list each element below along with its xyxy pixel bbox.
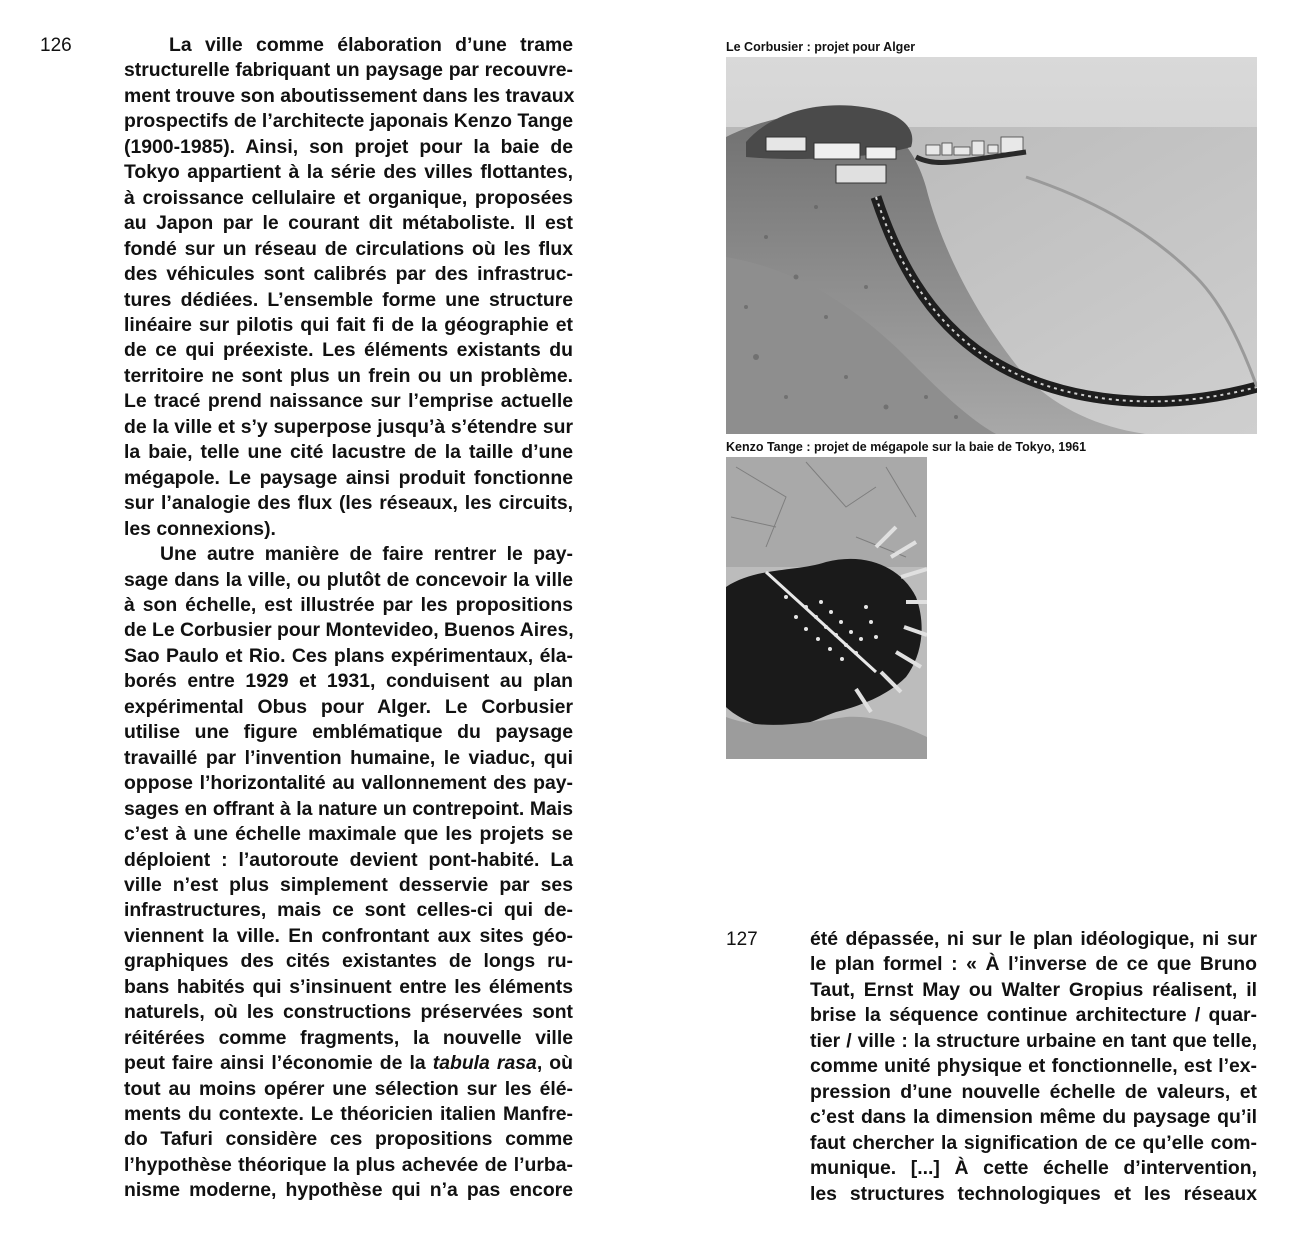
text-line: comme unité physique et fonctionnelle, est l’ex-	[810, 1055, 1257, 1078]
text-fragment: , où	[536, 1052, 573, 1075]
text-line: utilise une figure emblématique du paysage	[124, 721, 573, 744]
page-number-left: 126	[40, 35, 72, 56]
paragraph-1	[124, 33, 573, 542]
text-line: munique. [...] À cette échelle d’intervention,	[810, 1157, 1257, 1180]
text-line: borés entre 1929 et 1931, conduisent au plan	[124, 670, 573, 693]
text-line: c’est dans la dimension même du paysage qu’il	[810, 1106, 1257, 1129]
text-line: à croissance cellulaire et organique, proposées	[124, 186, 573, 209]
text-line: La ville comme élaboration d’une trame	[169, 34, 573, 56]
figure-caption-tokyo: Kenzo Tange : projet de mégapole sur la baie de Tokyo, 1961	[726, 440, 1087, 454]
text-line: structurelle fabriquant un paysage par recouvre-	[124, 59, 573, 82]
text-line: de Le Corbusier pour Montevideo, Buenos Aires,	[124, 619, 574, 642]
text-line: déploient : l’autoroute devient pont-habité. La	[124, 848, 573, 871]
text-line: les connexions).	[124, 517, 276, 540]
text-line: bans habités qui s’insinuent entre les éléments	[124, 975, 573, 998]
italic-term: tabula rasa	[432, 1052, 537, 1075]
text-line: oppose l’horizontalité au vallonnement des pay-	[124, 772, 573, 795]
text-line: ment trouve son aboutissement dans les travaux	[124, 84, 575, 107]
text-line: do Tafuri considère ces propositions comme	[124, 1128, 573, 1151]
paragraph-2	[124, 542, 573, 1204]
text-line: Tokyo appartient à la série des villes flottantes,	[124, 161, 573, 184]
text-line: mégapole. Le paysage ainsi produit fonctionne	[124, 466, 573, 489]
text-line: été dépassée, ni sur le plan idéologique, ni sur	[810, 928, 1257, 950]
text-line: pression d’une nouvelle échelle de valeurs, et	[810, 1080, 1257, 1103]
right-text-column	[810, 927, 1257, 1207]
text-line: infrastructures, mais ce sont celles-ci qui de-	[124, 899, 573, 922]
text-line: (1900-1985). Ainsi, son projet pour la baie de	[124, 135, 573, 158]
text-line-with-italic	[124, 1051, 573, 1076]
text-line: naturels, où les constructions préservées sont	[124, 1001, 573, 1024]
text-line: travaillé par l’invention humaine, le viaduc, qui	[124, 746, 573, 769]
text-line: brise la séquence continue architecture / quar-	[810, 1004, 1257, 1027]
page-number-right: 127	[726, 929, 758, 950]
text-line: l’hypothèse théorique la plus achevée de l’urba-	[124, 1153, 573, 1176]
photo-le-corbusier-alger	[726, 57, 1257, 434]
text-line: à son échelle, est illustrée par les propositions	[124, 593, 573, 616]
text-line: tout au moins opérer une sélection sur les élé-	[124, 1077, 573, 1100]
text-line: Le tracé prend naissance sur l’emprise actuelle	[124, 390, 573, 413]
text-line: Taut, Ernst May ou Walter Gropius réalisent, il	[810, 978, 1257, 1001]
text-line: sur l’analogie des flux (les réseaux, les circuits,	[124, 492, 573, 515]
text-line: fondé sur un réseau de circulations où les flux	[124, 237, 573, 260]
text-line: prospectifs de l’architecte japonais Kenzo Tange	[124, 110, 573, 133]
text-line: les structures technologiques et les réseaux	[810, 1182, 1257, 1205]
text-line: au Japon par le courant dit métaboliste. Il est	[124, 212, 573, 235]
text-line: la baie, telle une cité lacustre de la taille d’une	[124, 441, 573, 464]
text-line: tier / ville : la structure urbaine en tant que telle,	[810, 1029, 1257, 1052]
text-line: Sao Paulo et Rio. Ces plans expérimentaux, éla-	[124, 644, 573, 667]
text-line: Une autre manière de faire rentrer le pay-	[160, 543, 573, 566]
text-line: des véhicules sont calibrés par des infrastruc-	[124, 263, 573, 286]
text-line: réitérées comme fragments, la nouvelle ville	[124, 1026, 573, 1049]
text-line: expérimental Obus pour Alger. Le Corbusier	[124, 695, 573, 718]
text-line: linéaire sur pilotis qui fait fi de la géographie et	[124, 313, 573, 336]
text-line: nisme moderne, hypothèse qui n’a pas encore	[124, 1179, 573, 1202]
text-line: viennent la ville. En confrontant aux sites géo-	[124, 924, 573, 947]
text-line: ments du contexte. Le théoricien italien Manfre-	[124, 1103, 573, 1126]
text-line: ville n’est plus simplement desservie par ses	[124, 873, 573, 896]
text-line: de la ville et s’y superpose jusqu’à s’étendre sur	[124, 415, 573, 438]
left-text-column	[124, 33, 573, 1204]
text-line: de ce qui préexiste. Les éléments existants du	[124, 339, 573, 362]
text-line: territoire ne sont plus un frein ou un problème.	[124, 364, 573, 387]
text-line: c’est à une échelle maximale que les projets se	[124, 823, 573, 846]
photo-kenzo-tange-tokyo-bay	[726, 457, 927, 759]
text-fragment: peut faire ainsi l’économie de la	[124, 1052, 433, 1075]
text-line: sage dans la ville, ou plutôt de concevoir la ville	[124, 568, 573, 591]
text-line: sages en offrant à la nature un contrepoint. Mais	[124, 797, 573, 820]
text-line: graphiques des cités existantes de longs ru-	[124, 950, 573, 973]
text-line: tures dédiées. L’ensemble forme une structure	[124, 288, 573, 311]
text-line: le plan formel : « À l’inverse de ce que Bruno	[810, 953, 1257, 976]
figure-caption-alger: Le Corbusier : projet pour Alger	[726, 40, 916, 54]
text-line: faut chercher la signification de ce qu’elle com-	[810, 1131, 1257, 1154]
